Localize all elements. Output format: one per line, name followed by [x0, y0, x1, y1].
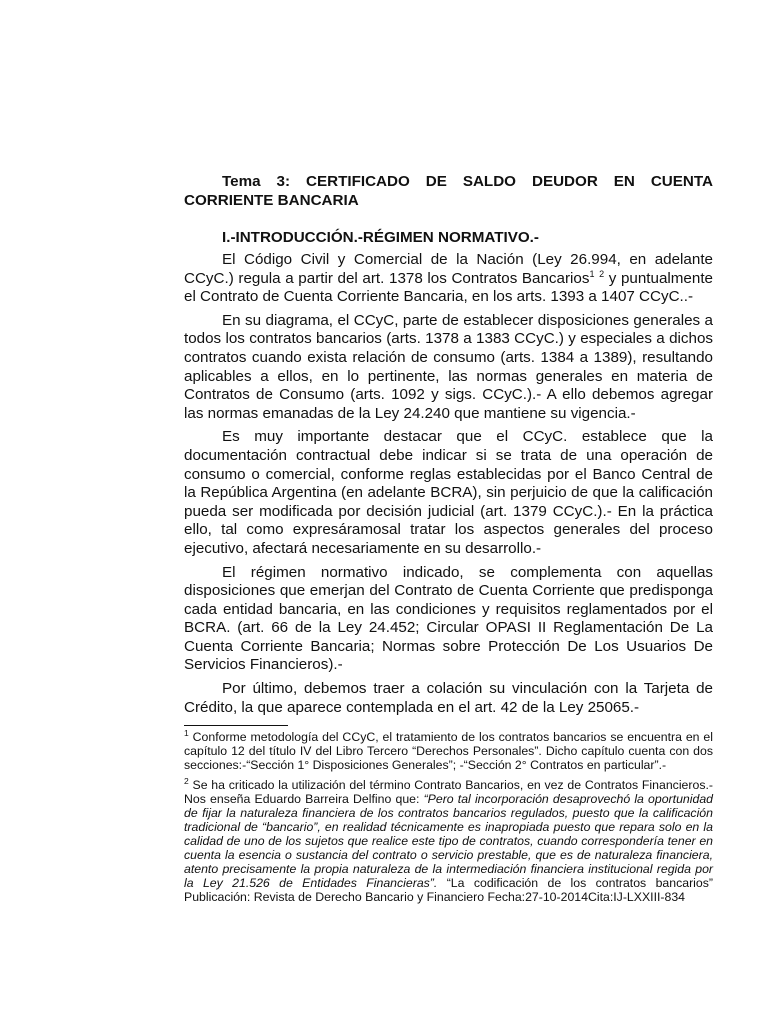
- footnote-2-quote: “Pero tal incorporación desaprovechó la oportunidad de fijar la naturaleza financiera de los contratos bancarios regulados, puesto que la calificación tradicional de “bancario”, en realidad técnicamente es inapropiada puesto que repara solo en la calidad de uno de los sujetos que realice este tipo de contratos, cuando correspondería tener en cuenta la esencia o sustancia del contrato o servicio prestable, que es de naturaleza financiera, atento precisamente la propia naturaleza de la intermediación financiera institucional regida por la Ley 21.526 de Entidades Financieras”.: [184, 792, 713, 891]
- footnote-2-citation: “La codificación de los contratos bancarios” Publicación: Revista de Derecho Bancario y Financiero Fecha:27-10-2014Cita:IJ-LXXIII-834: [184, 876, 713, 905]
- footnote-1: [184, 730, 713, 772]
- paragraph-3: Es muy importante destacar que el CCyC. establece que la documentación contractual debe indicar si se trata de una operación de consumo o comercial, conforme reglas establecidas por el Banco Central de la República Argentina (en adelante BCRA), sin perjuicio de que la calificación pueda ser modificada por decisión judicial (art. 1379 CCyC.).- En la práctica ello, tal como expresáramosal tratar los aspectos generales del proceso ejecutivo, afectará necesariamente en su desarrollo.-: [184, 428, 713, 557]
- paragraph-5: Por último, debemos traer a colación su vinculación con la Tarjeta de Crédito, la que aparece contemplada en el art. 42 de la Ley 25065.-: [184, 680, 713, 716]
- document-title: Tema 3: CERTIFICADO DE SALDO DEUDOR EN CUENTA CORRIENTE BANCARIA: [184, 173, 713, 209]
- footnote-ref-1[interactable]: 1: [589, 268, 595, 279]
- footnote-ref-2[interactable]: 2: [599, 268, 605, 279]
- footnote-1-text: Conforme metodología del CCyC, el tratamiento de los contratos bancarios se encuentra en el capítulo 12 del título IV del Libro Tercero “Derechos Personales”. Dicho capítulo cuenta con dos secciones:-“Sección 1° Disposiciones Generales”; -“Sección 2° Contratos en particular”.-: [184, 730, 713, 773]
- paragraph-1: [184, 251, 713, 307]
- paragraph-2: En su diagrama, el CCyC, parte de establecer disposiciones generales a todos los contratos bancarios (arts. 1378 a 1383 CCyC.) y especiales a dichos contratos cuando exista relación de consumo (arts. 1384 a 1389), resultando aplicables a ellos, en lo pertinente, las normas generales en materia de Contratos de Consumo (arts. 1092 y sigs. CCyC.).- A ello debemos agregar las normas emanadas de la Ley 24.240 que mantiene su vigencia.-: [184, 311, 713, 422]
- section-heading: I.-INTRODUCCIÓN.-RÉGIMEN NORMATIVO.-: [222, 229, 539, 246]
- footnote-2-text-start: Se ha criticado la utilización del término Contrato Bancarios, en vez de Contratos Financieros.- Nos enseña Eduardo Barreira Delfino que:: [184, 778, 713, 807]
- paragraph-4: El régimen normativo indicado, se complementa con aquellas disposiciones que emerjan del Contrato de Cuenta Corriente que predisponga cada entidad bancaria, en las condiciones y requisitos reglamentados por el BCRA. (art. 66 de la Ley 24.452; Circular OPASI II Reglamentación De La Cuenta Corriente Bancaria; Normas sobre Protección De Los Usuarios De Servicios Financieros).-: [184, 563, 713, 674]
- document-body: [184, 172, 713, 910]
- footnote-1-mark: 1: [184, 728, 189, 739]
- paragraph-1-text-end: y puntualmente el Contrato de Cuenta Corriente Bancaria, en los arts. 1393 a 1407 CCyC..-: [184, 269, 713, 306]
- footnote-2-mark: 2: [184, 776, 189, 787]
- footnote-separator: [184, 725, 288, 726]
- footnote-2: [184, 778, 713, 904]
- paragraph-1-text-start: El Código Civil y Comercial de la Nación (Ley 26.994, en adelante CCyC.) regula a partir del art. 1378 los Contratos Bancarios: [184, 251, 713, 287]
